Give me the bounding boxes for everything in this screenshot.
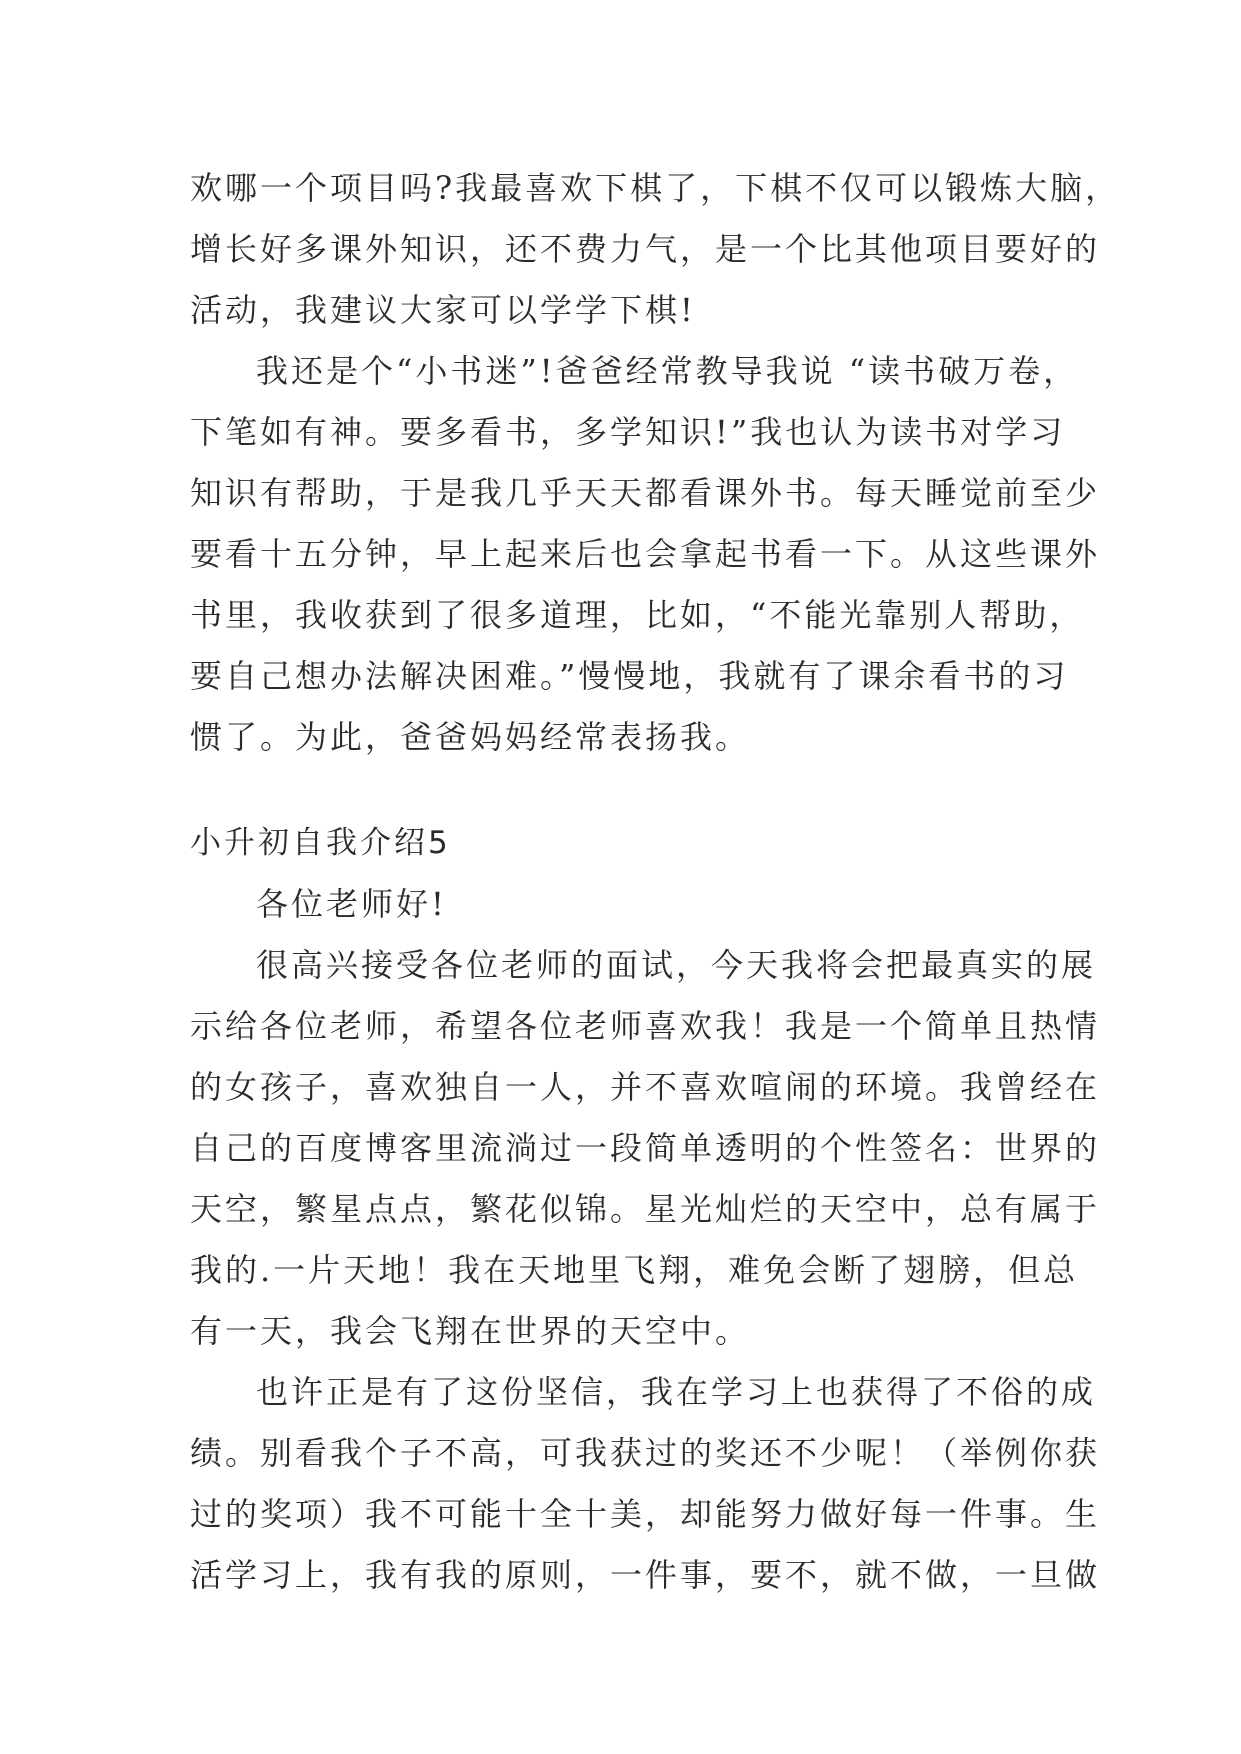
text-line: 下笔如有神。要多看书，多学知识!”我也认为读书对学习: [190, 413, 1066, 451]
document-body: [190, 158, 1121, 1606]
text-line: 活动，我建议大家可以学学下棋!: [190, 291, 696, 329]
text-line: 欢哪一个项目吗?我最喜欢下棋了，下棋不仅可以锻炼大脑，: [190, 169, 1121, 207]
text-line: 也许正是有了这份坚信，我在学习上也获得了不俗的成: [256, 1373, 1097, 1411]
text-line: 有一天，我会飞翔在世界的天空中。: [190, 1312, 751, 1350]
text-line: 知识有帮助，于是我几乎天天都看课外书。每天睡觉前至少: [190, 474, 1101, 512]
text-line: 自己的百度博客里流淌过一段简单透明的个性签名：世界的: [190, 1129, 1101, 1167]
text-line: 示给各位老师，希望各位老师喜欢我！我是一个简单且热情: [190, 1007, 1101, 1045]
text-line: 天空，繁星点点，繁花似锦。星光灿烂的天空中，总有属于: [190, 1190, 1101, 1228]
paragraph-introduction: [190, 935, 1101, 1362]
text-line: 惯了。为此，爸爸妈妈经常表扬我。: [190, 718, 751, 756]
text-line: 的女孩子，喜欢独自一人，并不喜欢喧闹的环境。我曾经在: [190, 1068, 1101, 1106]
text-line: 要自己想办法解决困难。”慢慢地，我就有了课余看书的习: [190, 657, 1069, 695]
greeting: 各位老师好!: [256, 885, 447, 923]
text-line: 很高兴接受各位老师的面试，今天我将会把最真实的展: [256, 946, 1097, 984]
text-line: 我还是个“小书迷”!爸爸经常教导我说 “读书破万卷，: [256, 352, 1079, 390]
paragraph-achievements: [190, 1362, 1101, 1606]
text-line: 增长好多课外知识，还不费力气，是一个比其他项目要好的: [190, 230, 1101, 268]
text-line: 活学习上，我有我的原则，一件事，要不，就不做，一旦做: [190, 1556, 1101, 1594]
section-spacer: [190, 768, 1050, 813]
text-line: 绩。别看我个子不高，可我获过的奖还不少呢！（举例你获: [190, 1434, 1101, 1472]
text-line: 过的奖项）我不可能十全十美，却能努力做好每一件事。生: [190, 1495, 1101, 1533]
section-title: 小升初自我介绍5: [190, 825, 451, 861]
text-line: 我的.一片天地！我在天地里飞翔，难免会断了翅膀，但总: [190, 1251, 1079, 1289]
paragraph-bookworm: [190, 341, 1101, 768]
paragraph-hobby: [190, 158, 1121, 341]
text-line: 书里，我收获到了很多道理，比如，“不能光靠别人帮助，: [190, 596, 1085, 634]
text-line: 要看十五分钟，早上起来后也会拿起书看一下。从这些课外: [190, 535, 1101, 573]
